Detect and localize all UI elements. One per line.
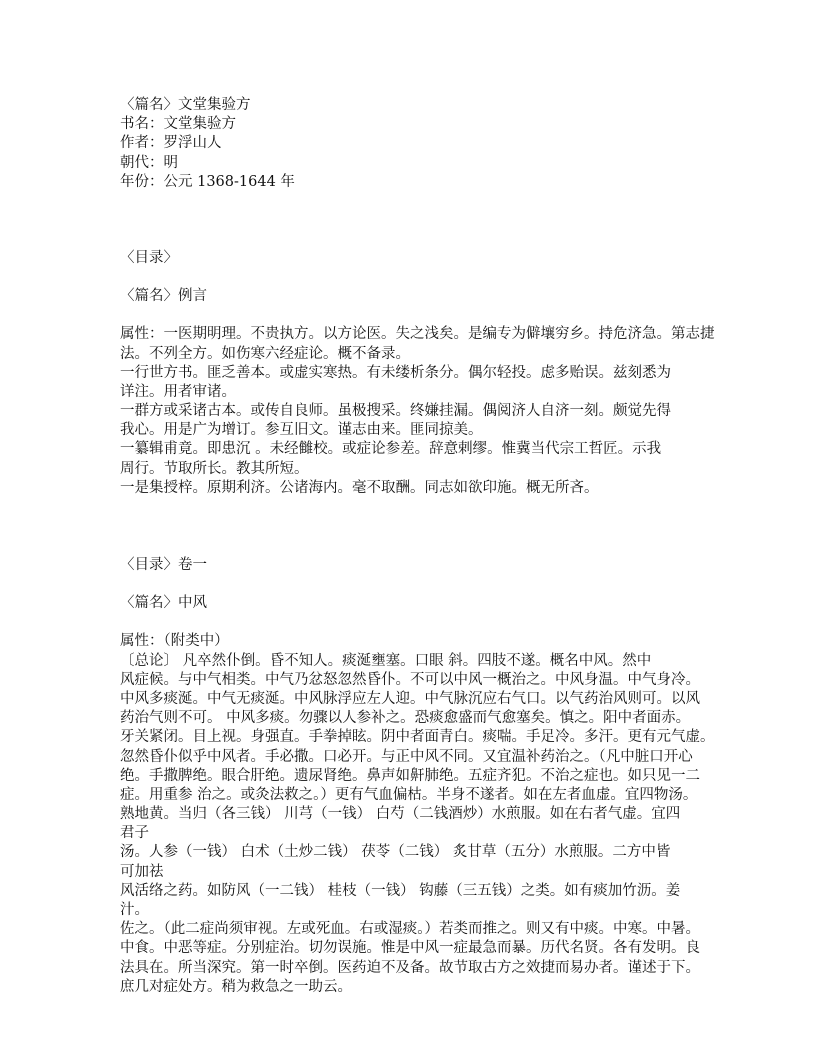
text-line: 庶几对症处方。稍为救急之一助云。 <box>120 978 352 995</box>
text-line: 汁。 <box>120 902 149 918</box>
stroke-body <box>120 632 720 997</box>
spacer <box>120 306 720 325</box>
author: 作者：罗浮山人 <box>120 135 222 152</box>
text-line: 〔总论〕 凡卒然仆倒。昏不知人。痰涎壅塞。口眼 斜。四肢不遂。概名中风。然中 <box>120 652 652 669</box>
text-line: 症。用重参 治之。或灸法救之。）更有气血偏枯。半身不遂者。如在左者血虚。宜四物汤。 <box>120 786 698 803</box>
years: 年份：公元 1368-1644 年 <box>120 173 295 190</box>
text-line: 法。不列全方。如伤寒六经症论。概不备录。 <box>120 345 410 362</box>
text-line: 风活络之药。如防风（一二钱） 桂枝（一钱） 钩藤（三五钱）之类。如有痰加竹沥。姜 <box>120 882 681 899</box>
text-line: 熟地黄。当归（各三钱） 川芎（一钱） 白芍（二钱酒炒）水煎服。如在右者气虚。宜四 <box>120 806 681 823</box>
preface-body <box>120 325 720 498</box>
text-line: 一群方或采诸古本。或传自良师。虽极搜采。终嫌挂漏。偶阅济人自济一刻。颇觉先得 <box>120 403 671 420</box>
text-line: 详注。用者审诸。 <box>120 383 236 400</box>
spacer <box>120 268 720 287</box>
text-line: 牙关紧闭。目上视。身强直。手拳掉眩。阴中者面青白。痰喘。手足冷。多汗。更有元气虚。 <box>120 729 715 746</box>
toc-heading-volume-1: 〈目录〉卷一 <box>120 557 207 573</box>
text-line: 佐之。（此二症尚须审视。左或死血。右或湿痰。）若类而推之。则又有中痰。中寒。中暑。 <box>120 921 700 938</box>
chapter-title: 〈篇名〉文堂集验方 <box>120 97 251 113</box>
text-line: 中食。中恶等症。分别症治。切勿误施。惟是中风一症最急而暴。历代名贤。各有发明。良 <box>120 940 700 957</box>
dynasty: 朝代：明 <box>120 154 178 171</box>
section-title-preface: 〈篇名〉例言 <box>120 288 207 305</box>
book-name: 书名：文堂集验方 <box>120 116 236 133</box>
text-line: 忽然昏仆似乎中风者。手必撒。口必开。与正中风不同。又宜温补药治之。（凡中脏口开心 <box>120 748 693 765</box>
text-line: 法具在。所当深究。第一时卒倒。医药迫不及备。故节取古方之效捷而易办者。谨述于下。 <box>120 959 700 976</box>
text-line: 中风多痰涎。中气无痰涎。中风脉浮应左人迎。中气脉沉应右气口。以气药治风则可。以风 <box>120 690 700 707</box>
text-line: 一是集授梓。原期利济。公诸海内。毫不取酬。同志如欲印施。概无所吝。 <box>120 479 599 496</box>
text-line: 我心。用是广为增订。参互旧文。谨志由来。匪同掠美。 <box>120 422 483 439</box>
text-line: 属性：一医期明理。不贵执方。以方论医。失之浅矣。是编专为僻壤穷乡。持危济急。第志捷 <box>120 326 715 343</box>
spacer <box>120 575 720 594</box>
document-page <box>120 96 720 997</box>
text-line: 属性：（附类中） <box>120 633 229 650</box>
text-line: 可加祛 <box>120 863 164 880</box>
spacer <box>120 613 720 632</box>
text-line: 药治气则不可。 中风多痰。勿骤以人参补之。恐痰愈盛而气愈塞矣。慎之。阳中者面赤。 <box>120 710 691 727</box>
text-line: 风症候。与中气相类。中气乃忿怒忽然昏仆。不可以中风一概治之。中风身温。中气身冷。 <box>120 671 700 688</box>
spacer <box>120 498 720 556</box>
text-line: 汤。人参（一钱） 白术（土炒二钱） 茯苓（二钱） 炙甘草（五分）水煎服。二方中皆 <box>120 844 671 861</box>
toc-heading: 〈目录〉 <box>120 249 178 266</box>
text-line: 周行。节取所长。教其所短。 <box>120 460 309 477</box>
text-line: 一纂辑甫竟。即患沉 。未经雠校。或症论参差。辞意剌缪。惟冀当代宗工哲匠。示我 <box>120 441 662 458</box>
text-line: 君子 <box>120 825 149 842</box>
spacer <box>120 192 720 249</box>
text-line: 绝。手撒脾绝。眼合肝绝。遗尿肾绝。鼻声如鼾肺绝。五症齐犯。不治之症也。如只见一二 <box>120 767 700 784</box>
section-title-stroke: 〈篇名〉中风 <box>120 595 207 612</box>
text-line: 一行世方书。匪乏善本。或虚实寒热。有未缕析条分。偶尔轻投。虑多贻误。兹刻悉为 <box>120 364 671 381</box>
